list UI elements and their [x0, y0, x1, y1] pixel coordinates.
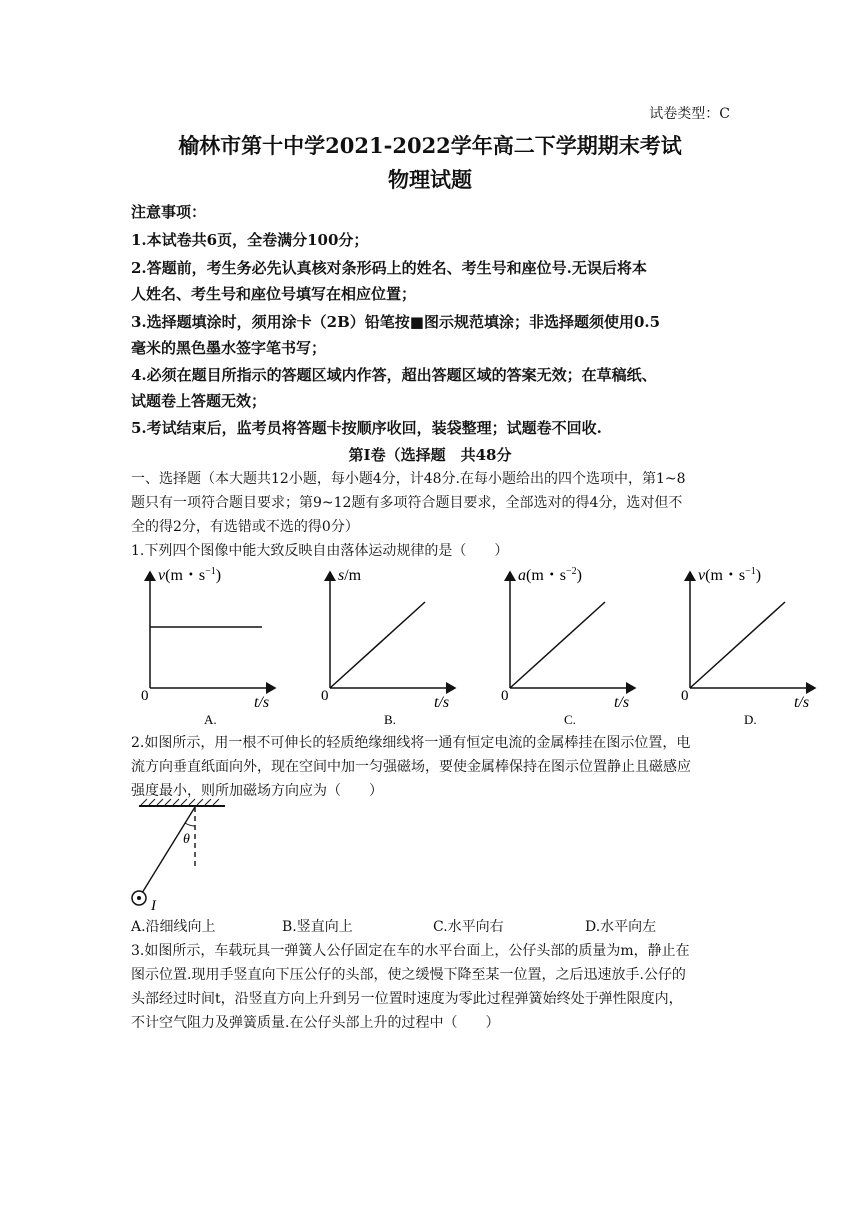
notice-heading: 注意事项：: [131, 203, 207, 221]
section-title: 第Ⅰ卷（选择题 共48分: [348, 446, 512, 464]
origin-label: 0: [501, 688, 509, 704]
graph-option-label: B.: [384, 712, 396, 727]
y-axis-label: s/m: [338, 567, 362, 584]
notice-item: 1.本试卷共6页，全卷满分100分；: [131, 231, 369, 249]
notice-item: 试题卷上答题无效；: [131, 392, 267, 410]
graph-line: [330, 602, 425, 688]
x-axis-label: t/s: [794, 694, 810, 711]
origin-label: 0: [141, 688, 149, 704]
q2-stem-line: 2.如图所示，用一根不可伸长的轻质绝缘细线将一通有恒定电流的金属棒挂在图示位置，电: [131, 735, 691, 751]
origin-label: 0: [321, 688, 329, 704]
graph-option-label: C.: [564, 712, 576, 727]
paper-type: 试卷类型：C: [649, 106, 730, 122]
q1-graphs: [120, 560, 840, 730]
q2-option-c: C.水平向右: [433, 919, 504, 935]
section-intro-line: 一、选择题（本大题共12小题，每小题4分，计48分.在每小题给出的四个选项中，第1~8: [131, 471, 686, 487]
notice-item: 2.答题前，考生务必先认真核对条形码上的姓名、考生号和座位号.无误后将本: [131, 259, 647, 277]
q2-option-b: B.竖直向上: [282, 919, 353, 935]
q3-stem-line: 3.如图所示，车载玩具一弹簧人公仔固定在车的水平台面上，公仔头部的质量为m，静止在: [131, 943, 690, 959]
q2-option-a: A.沿细线向上: [131, 919, 216, 935]
section-intro-line: 题只有一项符合题目要求；第9~12题有多项符合题目要求，全部选对的得4分，选对但不: [131, 495, 683, 511]
notice-item: 人姓名、考生号和座位号填写在相应位置；: [131, 285, 417, 303]
q3-stem-line: 头部经过时间t，沿竖直方向上升到另一位置时速度为零此过程弹簧始终处于弹性限度内，: [131, 991, 683, 1007]
x-axis-label: t/s: [434, 694, 450, 711]
q3-stem-line: 图示位置.现用手竖直向下压公仔的头部，使之缓慢下降至某一位置，之后迅速放手.公仔的: [131, 967, 686, 983]
notice-item: 3.选择题填涂时，须用涂卡（2B）铅笔按■图示规范填涂；非选择题须使用0.5: [131, 313, 661, 331]
notice-item: 毫米的黑色墨水签字笔书写；: [131, 339, 327, 357]
string-line: [142, 807, 195, 893]
y-axis-label: v(m・$s^{-1}$): [698, 566, 762, 584]
q2-stem-line: 强度最小，则所加磁场方向应为（ ）: [131, 783, 383, 799]
q2-stem-line: 流方向垂直纸面向外，现在空间中加一匀强磁场，要使金属棒保持在图示位置静止且磁感应: [131, 759, 691, 775]
graph-option-label: A.: [204, 712, 217, 727]
y-axis-label: v(m・$s^{-1}$): [158, 566, 222, 584]
ceiling-hatch: [141, 799, 219, 805]
q3-stem-line: 不计空气阻力及弹簧质量.在公仔头部上升的过程中（ ）: [131, 1015, 500, 1031]
origin-label: 0: [681, 688, 689, 704]
graph-line: [690, 602, 785, 688]
exam-subtitle: 物理试题: [388, 167, 472, 192]
notice-item: 4.必须在题目所指示的答题区域内作答，超出答题区域的答案无效；在草稿纸、: [131, 366, 657, 384]
graph-panel: [141, 566, 275, 727]
angle-arc: [185, 823, 195, 826]
graph-line: [510, 602, 605, 688]
q1-stem: 1.下列四个图像中能大致反映自由落体运动规律的是（ ）: [131, 543, 509, 559]
q2-option-d: D.水平向左: [585, 919, 657, 935]
x-axis-label: t/s: [614, 694, 630, 711]
graph-option-label: D.: [744, 712, 757, 727]
angle-label: θ: [183, 832, 190, 847]
current-label: I: [151, 898, 156, 914]
graph-panel: [501, 566, 635, 727]
notice-item: 5.考试结束后，监考员将答题卡按顺序收回，装袋整理；试题卷不回收.: [131, 419, 602, 437]
q2-pendulum-figure: [125, 798, 235, 918]
y-axis-label: a(m・$s^{-2}$): [518, 566, 582, 584]
exam-title: 榆林市第十中学2021-2022学年高二下学期期末考试: [178, 133, 682, 158]
current-dot-icon: [137, 896, 141, 900]
graph-panel: [321, 567, 455, 727]
section-intro-line: 全的得2分，有选错或不选的得0分）: [131, 519, 359, 535]
graph-panel: [681, 566, 815, 727]
x-axis-label: t/s: [254, 694, 270, 711]
